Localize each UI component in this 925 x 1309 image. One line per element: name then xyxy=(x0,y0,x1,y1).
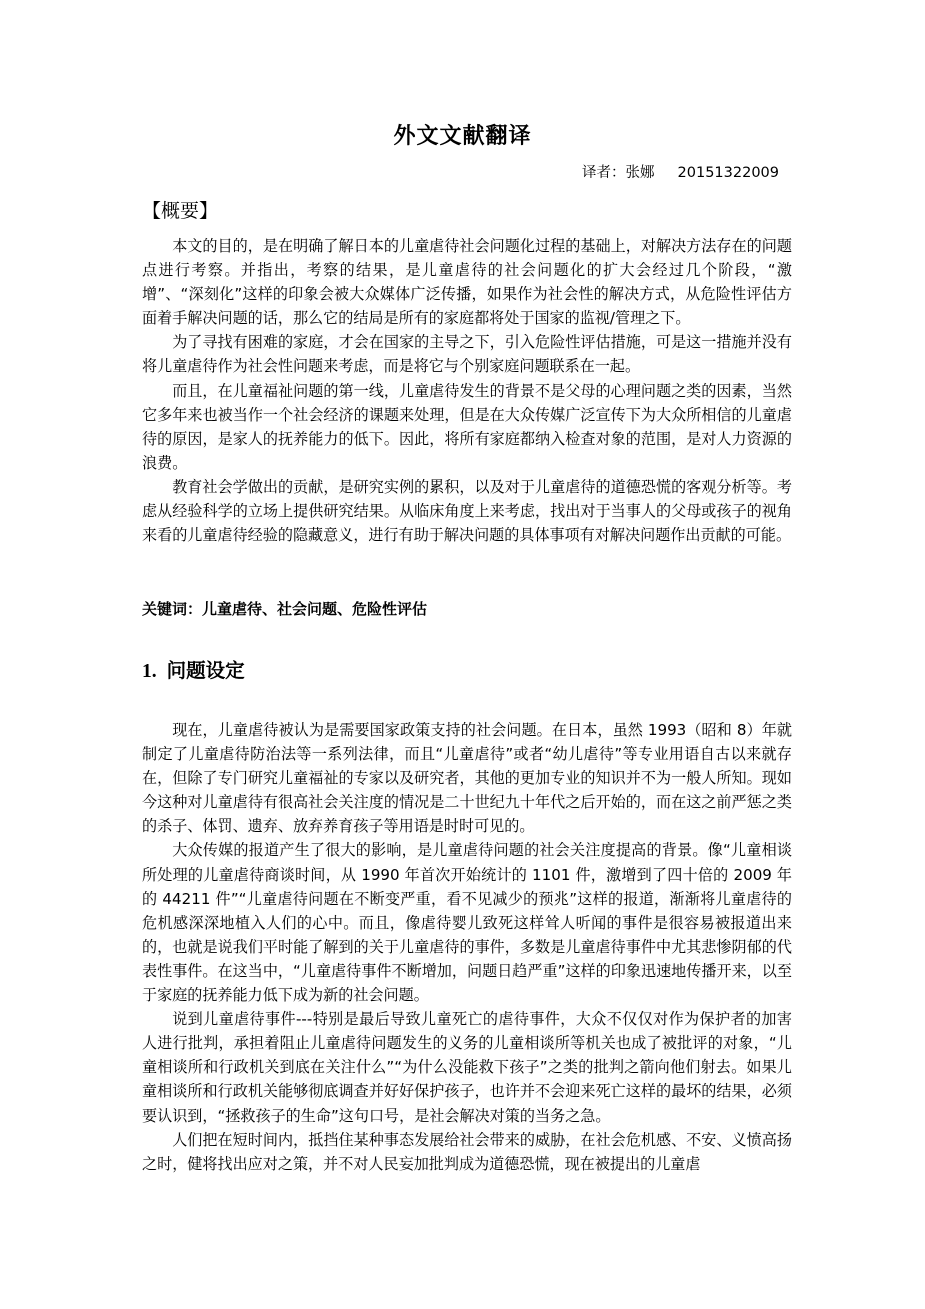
section-number: 1. xyxy=(142,661,157,682)
abstract-heading: 【概要】 xyxy=(142,200,219,222)
section-title: 问题设定 xyxy=(166,659,245,682)
section-heading xyxy=(142,656,245,687)
abstract-paragraph: 为了寻找有困难的家庭，才会在国家的主导之下，引入危险性评估措施，可是这一措施并没有将儿童虐待作为社会性问题来考虑，而是将它与个别家庭问题联系在一起。 xyxy=(142,333,792,376)
body-paragraph: 大众传媒的报道产生了很大的影响，是儿童虐待问题的社会关注度提高的背景。像“儿童相谈所处理的儿童虐待商谈时间，从 1990 年首次开始统计的 1101 件，激增到了四十倍的 2009 年的 44211 件”“儿童虐待问题在不断变严重，看不见减少的预兆”这样的报道，渐渐将儿童虐待的危机感深深地植入人们的心中。而且，像虐待婴儿致死这样耸人听闻的事件是很容易被报道出来的，也就是说我们平时能了解到的关于儿童虐待的事件，多数是儿童虐待事件中尤其悲惨阴郁的代表性事件。在这当中，“儿童虐待事件不断增加，问题日趋严重”这样的印象迅速地传播开来，以至于家庭的抚养能力低下成为新的社会问题。 xyxy=(142,841,792,1005)
body-paragraph: 人们把在短时间内，抵挡住某种事态发展给社会带来的威胁，在社会危机感、不安、义愤高扬之时，健将找出应对之策，并不对人民妄加批判成为道德恐慌，现在被提出的儿童虐 xyxy=(142,1130,792,1173)
body-paragraph: 现在，儿童虐待被认为是需要国家政策支持的社会问题。在日本，虽然 1993（昭和 8）年就制定了儿童虐待防治法等一系列法律，而且“儿童虐待”或者“幼儿虐待”等专业用语自古以来就存在，但除了专门研究儿童福祉的专家以及研究者，其他的更加专业的知识并不为一般人所知。现如今这种对儿童虐待有很高社会关注度的情况是二十世纪九十年代之后开始的，而在这之前严惩之类的杀子、体罚、遗弃、放弃养育孩子等用语是时时可见的。 xyxy=(142,721,792,836)
keywords-line: 关键词：儿童虐待、社会问题、危险性评估 xyxy=(142,600,428,618)
document-title: 外文文献翻译 xyxy=(393,124,532,149)
abstract-paragraph: 本文的目的，是在明确了解日本的儿童虐待社会问题化过程的基础上，对解决方法存在的问题点进行考察。并指出，考察的结果，是儿童虐待的社会问题化的扩大会经过几个阶段，“激增”、“深刻化”这样的印象会被大众媒体广泛传播，如果作为社会性的解决方式，从危险性评估方面着手解决问题的话，那么它的结局是所有的家庭都将处于国家的监视/管理之下。 xyxy=(142,237,792,328)
translator-line: 译者：张娜 20151322009 xyxy=(581,165,779,181)
body-paragraph: 说到儿童虐待事件---特别是最后导致儿童死亡的虐待事件，大众不仅仅对作为保护者的加害人进行批判，承担着阻止儿童虐待问题发生的义务的儿童相谈所等机关也成了被批评的对象，“儿童相谈所和行政机关到底在关注什么”“为什么没能救下孩子”之类的批判之箭向他们射去。如果儿童相谈所和行政机关能够彻底调查并好好保护孩子，也许并不会迎来死亡这样的最坏的结果，必须要认识到，“拯救孩子的生命”这句口号，是社会解决对策的当务之急。 xyxy=(142,1010,792,1125)
abstract-body xyxy=(142,234,792,547)
section-body xyxy=(142,718,792,1176)
abstract-paragraph: 而且，在儿童福祉问题的第一线，儿童虐待发生的背景不是父母的心理问题之类的因素，当然它多年来也被当作一个社会经济的课题来处理，但是在大众传媒广泛宣传下为大众所相信的儿童虐待的原因，是家人的抚养能力的低下。因此，将所有家庭都纳入检查对象的范围，是对人力资源的浪费。 xyxy=(142,381,792,472)
abstract-paragraph: 教育社会学做出的贡献，是研究实例的累积，以及对于儿童虐待的道德恐慌的客观分析等。考虑从经验科学的立场上提供研究结果。从临床角度上来考虑，找出对于当事人的父母或孩子的视角来看的儿童虐待经验的隐藏意义，进行有助于解决问题的具体事项有对解决问题作出贡献的可能。 xyxy=(142,477,792,545)
